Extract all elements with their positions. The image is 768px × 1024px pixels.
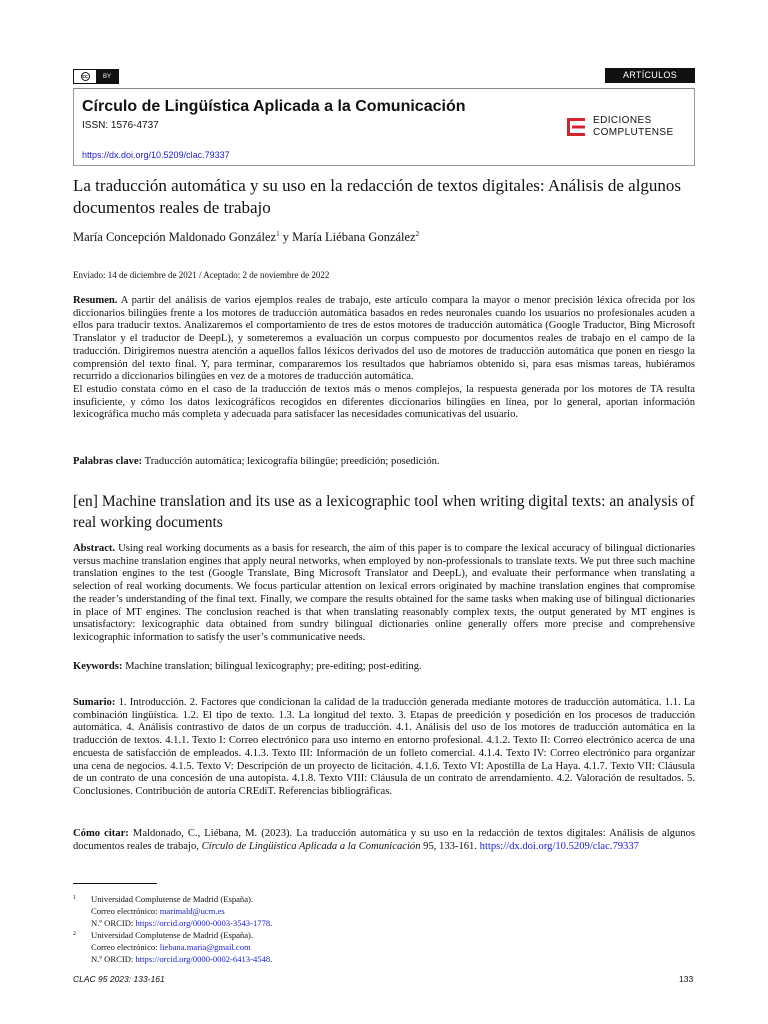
cite-text: Maldonado, C., Liébana, M. (2023). La traducción automática y su uso en la redacción de textos digitales: Análisis de algunos documentos reales de trabajo, xyxy=(73,828,695,852)
footnote-2-affiliation: Universidad Complutense de Madrid (España). xyxy=(91,930,254,940)
footer-citation-text: CLAC 95 2023: 133-161 xyxy=(73,974,165,984)
keywords-en-text: Machine translation; bilingual lexicography; pre-editing; post-editing. xyxy=(122,661,422,672)
footer-citation xyxy=(73,974,165,984)
author-separator: y xyxy=(279,230,293,245)
submission-dates: Enviado: 14 de diciembre de 2021 / Aceptado: 2 de noviembre de 2022 xyxy=(73,270,330,280)
how-to-cite xyxy=(73,828,695,853)
journal-doi-link[interactable]: https://dx.doi.org/10.5209/clac.79337 xyxy=(82,150,230,160)
author-1: María Concepción Maldonado González xyxy=(73,230,277,245)
publisher-line1: EDICIONES xyxy=(593,115,652,126)
keywords-en-label: Keywords: xyxy=(73,661,123,672)
journal-name: Círculo de Lingüística Aplicada a la Comunicación xyxy=(82,98,466,115)
footnote-divider xyxy=(73,883,157,884)
abstract-es-label: Resumen. xyxy=(73,295,118,306)
article-title: La traducción automática y su uso en la redacción de textos digitales: Análisis de algunos documentos reales de trabajo xyxy=(73,176,682,217)
author-2: María Liébana González xyxy=(292,230,416,245)
footnote-1-period: . xyxy=(270,918,273,928)
publisher-logo-icon xyxy=(566,117,586,137)
footnote-1 xyxy=(73,893,473,929)
footnote-2-orcid-label: N.º ORCID: xyxy=(91,954,136,964)
page-number: 133 xyxy=(679,974,694,984)
summary-toc xyxy=(73,697,695,799)
cite-journal: Círculo de Lingüística Aplicada a la Comunicación xyxy=(201,840,421,852)
cite-tail: 95, 133-161. xyxy=(420,840,477,852)
author-2-footnote-ref[interactable]: 2 xyxy=(415,230,420,238)
abstract-es xyxy=(73,295,695,422)
publisher-line2: COMPLUTENSE xyxy=(593,127,674,138)
footnote-2 xyxy=(73,929,473,965)
footnote-2-orcid-link[interactable]: https://orcid.org/0000-0002-6413-4548 xyxy=(135,954,271,964)
footnote-1-orcid-link[interactable]: https://orcid.org/0000-0003-3543-1778 xyxy=(135,918,271,928)
abstract-en-text: Using real working documents as a basis for research, the aim of this paper is to compare the lexical accuracy of bilingual dictionaries versus machine translation engines that apply neural networks, when employed by non-professionals to translate texts. We put three such machine translation engines to the test (Google Translate, Bing Microsoft Translator and DeepL), and evaluate their performance when translating a selection of real working documents. We focus particular attention on lexical errors originated by machine translation engines that compromise the reader’s understanding of the final text. Finally, we compare the results obtained for the same tasks when making use of bilingual dictionaries in place of MT engines. The conclusion reached is that when translating reasonably complex texts, the output generated by MT engines is unsatisfactory: lexicographic data obtained from sundry bilingual dictionaries online generally offers more precise and comprehensive lexicographic information to satisfy the user’s communicative needs. xyxy=(73,543,695,643)
summary-label: Sumario: xyxy=(73,697,116,708)
footnote-1-email-label: Correo electrónico: xyxy=(91,906,160,916)
cite-label: Cómo citar: xyxy=(73,828,129,839)
cc-license-badge[interactable] xyxy=(73,69,119,84)
cc-label: cc xyxy=(82,74,88,80)
footnote-2-email-label: Correo electrónico: xyxy=(91,942,160,952)
keywords-es-text: Traducción automática; lexicografía bilingüe; preedición; posedición. xyxy=(142,456,440,467)
abstract-en-label: Abstract. xyxy=(73,543,116,554)
abstract-es-text-2: El estudio constata cómo en el caso de la traducción de textos más o menos complejos, la respuesta generada por los motores de TA resulta insuficiente, y cómo los datos lexicográficos recogidos en diferentes diccionarios bilingües en línea, por lo general, aportan información lexicográfica mucho más completa y adecuada para satisfacer las necesidades comunicativas del usuario. xyxy=(73,383,695,421)
footnote-1-number: 1 xyxy=(73,895,76,901)
by-label: BY xyxy=(96,70,118,83)
keywords-es xyxy=(73,456,695,469)
footnote-1-affiliation: Universidad Complutense de Madrid (España). xyxy=(91,894,254,904)
publisher-name xyxy=(593,115,674,139)
footnote-1-orcid-label: N.º ORCID: xyxy=(91,918,136,928)
abstract-es-text: A partir del análisis de varios ejemplos reales de trabajo, este artículo compara la mayor o menor precisión léxica ofrecida por los diccionarios bilingües frente a los motores de traducción automática basados en redes neuronales cuando los usuarios no profesionales acuden a ellos para traducir textos. Analizaremos el comportamiento de tres de estos motores de traducción automática (Google Traductor, Bing Microsoft Translator y el traductor de DeepL), y someteremos a evaluación un corpus compuesto por documentos reales de trabajo en el campo de la traducción. Dirigiremos nuestra atención a aquellos fallos léxicos derivados del uso de motores de traducción automática que ponen en riesgo la comprensión del texto final. Y, para terminar, compararemos los resultados que habríamos obtenido si, para esas mismas tareas, hubiéramos recurrido a diccionarios bilingües en vez de a motores de traducción automática. xyxy=(73,295,695,383)
keywords-es-label: Palabras clave: xyxy=(73,456,143,467)
summary-text: 1. Introducción. 2. Factores que condicionan la calidad de la traducción generada mediante motores de traducción automática. 1.1. La combinación lingüística. 1.2. El tipo de texto. 1.3. La longitud del texto. 3. Etapas de preedición y posedición en los procesos de traducción automática. 4. Análisis contrastivo de datos de un corpus de traducción. 4.1. Análisis del uso de los motores de traducción automática en la traducción de textos. 4.1.1. Texto I: Correo electrónico para uso interno en entorno profesional. 4.1.2. Texto II: Correo electrónico acerca de una encuesta de satisfacción de empleados. 4.1.3. Texto III: Información de un folleto comercial. 4.1.4. Texto IV: Correo electrónico para organizar una cena de negocios. 4.1.5. Texto V: Descripción de un proyecto de licitación. 4.1.6. Texto VI: Apostilla de La Haya. 4.1.7. Texto VII: Cláusula de un contrato de una concesión de una autopista. 4.1.8. Texto VIII: Cláusula de un contrato de arrendamiento. 4.2. Valoración de resultados. 5. Conclusiones. Contribución de autoría CREdiT. Referencias bibliográficas. xyxy=(73,697,695,797)
authors xyxy=(73,230,419,245)
abstract-en xyxy=(73,543,695,645)
article-title-en: [en] Machine translation and its use as a lexicographic tool when writing digital texts: an analysis of real working documents xyxy=(73,493,695,531)
section-tag: ARTÍCULOS xyxy=(605,68,695,83)
footnote-2-email-link[interactable]: liebana.maria@gmail.com xyxy=(159,942,251,952)
keywords-en xyxy=(73,661,695,674)
journal-issn: ISSN: 1576-4737 xyxy=(82,120,159,131)
footnote-2-number: 2 xyxy=(73,931,76,937)
footnote-1-email-link[interactable]: marimald@ucm.es xyxy=(159,906,225,916)
footnote-2-period: . xyxy=(270,954,273,964)
cite-doi-link[interactable]: https://dx.doi.org/10.5209/clac.79337 xyxy=(479,840,639,852)
cc-icon xyxy=(74,70,96,83)
author-1-footnote-ref[interactable]: 1 xyxy=(276,230,280,238)
